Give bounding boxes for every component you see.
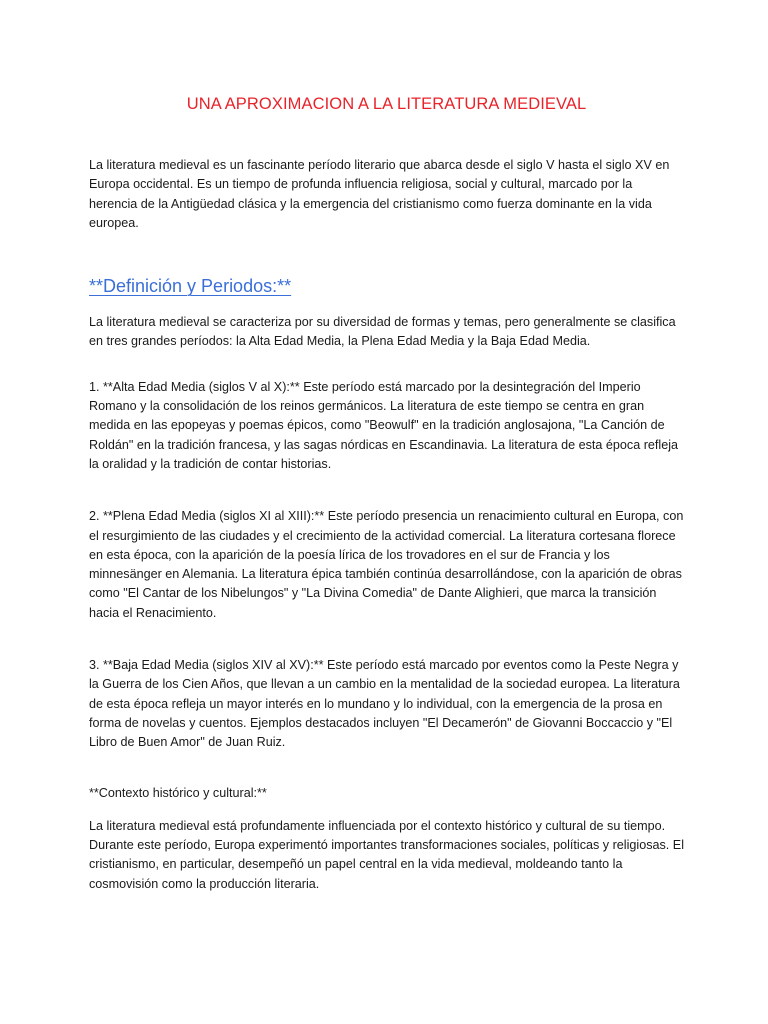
context-heading: **Contexto histórico y cultural:** — [89, 785, 267, 800]
section-heading — [89, 274, 684, 298]
section-intro-paragraph: La literatura medieval se caracteriza por su diversidad de formas y temas, pero generalmente se clasifica en tres grandes períodos: la Alta Edad Media, la Plena Edad Media y la Baja Edad Media. — [89, 315, 676, 349]
section-heading-text: **Definición y Periodos:** — [89, 276, 292, 297]
period-paragraph-plena: 2. **Plena Edad Media (siglos XI al XIII):** Este período presencia un renacimiento cultural en Europa, con el resurgimiento de las ciudades y el crecimiento de la actividad comercial. La literatura cortesana florece en esta época, con la aparición de la poesía lírica de los trovadores en el sur de Francia y los minnesänger en Alemania. La literatura épica también continúa desarrollándose, con la aparición de obras como "El Cantar de los Nibelungos" y "La Divina Comedia" de Dante Alighieri, que marca la transición hacia el Renacimiento. — [89, 509, 684, 620]
document-title: UNA APROXIMACION A LA LITERATURA MEDIEVAL — [186, 95, 587, 113]
context-paragraph: La literatura medieval está profundamente influenciada por el contexto histórico y cultural de su tiempo. Durante este período, Europa experimentó importantes transformaciones sociales, políticas y religiosas. El cristianismo, en particular, desempeñó un papel central en la vida medieval, moldeando tanto la cosmovisión como la producción literaria. — [89, 818, 684, 891]
intro-paragraph: La literatura medieval es un fascinante período literario que abarca desde el siglo V hasta el siglo XV en Europa occidental. Es un tiempo de profunda influencia religiosa, social y cultural, marcado por la herencia de la Antigüedad clásica y la emergencia del cristianismo como fuerza dominante en la vida europea. — [89, 158, 670, 230]
period-paragraph-baja: 3. **Baja Edad Media (siglos XIV al XV):** Este período está marcado por eventos como la Peste Negra y la Guerra de los Cien Años, que llevan a un cambio en la mentalidad de la sociedad europea. La literatura de esta época refleja un mayor interés en lo mundano y lo individual, con la emergencia de la prosa en forma de novelas y cuentos. Ejemplos destacados incluyen "El Decamerón" de Giovanni Boccaccio y "El Libro de Buen Amor" de Juan Ruiz. — [89, 658, 680, 750]
period-paragraph-alta: 1. **Alta Edad Media (siglos V al X):** Este período está marcado por la desintegración del Imperio Romano y la consolidación de los reinos germánicos. La literatura de este tiempo se centra en gran medida en las epopeyas y poemas épicos, como "Beowulf" en la tradición anglosajona, "La Canción de Roldán" en la tradición francesa, y las sagas nórdicas en Escandinavia. La literatura de esta época refleja la oralidad y la tradición de contar historias. — [89, 379, 679, 471]
